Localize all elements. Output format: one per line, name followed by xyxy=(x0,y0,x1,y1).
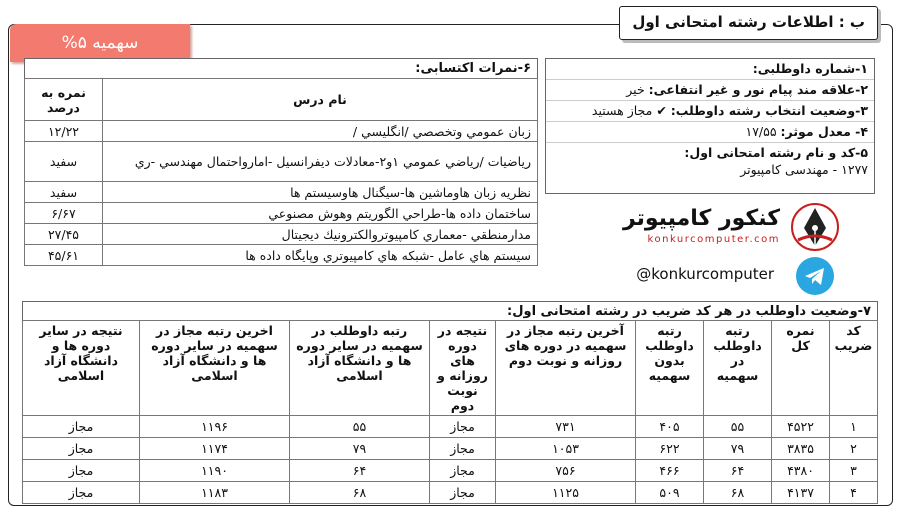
course-score: ۴۵/۶۱ xyxy=(25,245,103,266)
grades-row xyxy=(25,203,538,224)
cell: ۵۵ xyxy=(704,416,772,438)
info-row-selection-status xyxy=(546,101,874,122)
course-score: سفید xyxy=(25,182,103,203)
cell: مجاز xyxy=(430,438,496,460)
course-score: سفید xyxy=(25,142,103,182)
info-value: ۱۲۷۷ - مهندسی کامپیوتر xyxy=(740,162,868,177)
check-icon: ✔ xyxy=(656,103,667,118)
quota-share-badge: سهمیه ۵% xyxy=(10,24,190,62)
cell: ۶۴ xyxy=(704,460,772,482)
info-label: ۳-وضعیت انتخاب رشته داوطلب: xyxy=(670,103,868,118)
cell: ۶۸ xyxy=(704,482,772,504)
grades-row xyxy=(25,121,538,142)
cell: ۴۱۳۷ xyxy=(772,482,830,504)
info-label: ۵-کد و نام رشته امتحانی اول: xyxy=(684,145,868,160)
info-row-field xyxy=(546,143,874,180)
quota-title: ۷-وضعیت داوطلب در هر کد ضریب در رشته امتحانی اول: xyxy=(22,301,878,320)
col-header: اخرین رتبه مجاز در سهمیه در سایر دوره ها و دانشگاه آزاد اسلامی xyxy=(140,321,290,416)
info-label: ۴- معدل موثر: xyxy=(780,124,868,139)
col-header: رتبه داوطلب بدون سهمیه xyxy=(636,321,704,416)
cell: ۱ xyxy=(830,416,878,438)
info-value: ۱۷/۵۵ xyxy=(745,124,777,139)
col-header: رتبه داوطلب در سهمیه در سایر دوره ها و دانشگاه آزاد اسلامی xyxy=(290,321,430,416)
course-name: رياضيات /رياضي عمومي ۱و۲-معادلات ديفرانسيل -اماروا‌حتمال مهندسي -ري xyxy=(103,142,538,182)
cell: مجاز xyxy=(23,482,140,504)
cell: ۱۱۲۵ xyxy=(496,482,636,504)
col-header: نتیجه در سایر دوره ها و دانشگاه آزاد اسلامی xyxy=(23,321,140,416)
grades-panel xyxy=(24,58,538,283)
cell: ۱۱۹۰ xyxy=(140,460,290,482)
cell: ۵۵ xyxy=(290,416,430,438)
grades-row xyxy=(25,245,538,266)
cell: مجاز xyxy=(430,460,496,482)
cell: مجاز xyxy=(430,416,496,438)
brand-name: کنکور کامپیوتر xyxy=(622,206,780,231)
cell: مجاز xyxy=(430,482,496,504)
quota-table xyxy=(22,320,878,504)
col-header: رتبه داوطلب در سهمیه xyxy=(704,321,772,416)
grades-title: ۶-نمرات اکتسابی: xyxy=(24,58,538,78)
info-value: خیر xyxy=(626,82,645,97)
quota-row xyxy=(23,438,878,460)
score-header: نمره به درصد xyxy=(25,79,103,121)
quota-status-panel xyxy=(22,301,878,500)
info-value: مجاز هستید xyxy=(591,103,653,118)
info-label: ۱-شماره داوطلبی: xyxy=(752,61,868,76)
cell: مجاز xyxy=(23,460,140,482)
col-header: نمره کل xyxy=(772,321,830,416)
grades-row xyxy=(25,142,538,182)
cell: ۳۸۳۵ xyxy=(772,438,830,460)
course-score: ۱۲/۲۲ xyxy=(25,121,103,142)
course-name: زبان عمومي وتخصصي /انگليسي / xyxy=(103,121,538,142)
telegram-icon xyxy=(796,257,834,295)
cell: ۷۹ xyxy=(704,438,772,460)
course-name: سيستم هاي عامل -شبكه هاي كامپيوتري وپايگاه داده ها xyxy=(103,245,538,266)
cell: ۴ xyxy=(830,482,878,504)
grades-row xyxy=(25,224,538,245)
telegram-handle[interactable]: @konkurcomputer xyxy=(636,265,774,283)
cell: ۲ xyxy=(830,438,878,460)
course-name: مدارمنطقي -معماري كامپيوتروالكترونيك ديجيتال xyxy=(103,224,538,245)
section-title: ب : اطلاعات رشته امتحانی اول xyxy=(619,6,878,40)
course-score: ۶/۶۷ xyxy=(25,203,103,224)
grades-row xyxy=(25,182,538,203)
cell: ۶۲۲ xyxy=(636,438,704,460)
cell: ۴۳۸۰ xyxy=(772,460,830,482)
cell: مجاز xyxy=(23,416,140,438)
col-header: کد ضریب xyxy=(830,321,878,416)
cell: ۵۰۹ xyxy=(636,482,704,504)
cell: ۱۱۹۶ xyxy=(140,416,290,438)
col-header: نتیجه در دوره های روزانه و نوبت دوم xyxy=(430,321,496,416)
cell: ۷۹ xyxy=(290,438,430,460)
quota-header-row xyxy=(23,321,878,416)
cell: مجاز xyxy=(23,438,140,460)
course-score: ۲۷/۴۵ xyxy=(25,224,103,245)
brand-logo xyxy=(560,200,870,254)
info-row-gpa xyxy=(546,122,874,143)
grades-table xyxy=(24,78,538,266)
quota-row xyxy=(23,416,878,438)
course-name: نظريه زبان هاوماشين ها-سيگنال هاوسيستم ها xyxy=(103,182,538,203)
cell: ۶۴ xyxy=(290,460,430,482)
telegram-link[interactable] xyxy=(560,257,870,293)
quota-row xyxy=(23,460,878,482)
cell: ۷۳۱ xyxy=(496,416,636,438)
col-header: آخرین رتبه مجاز در سهمیه در دوره های روزانه و نوبت دوم xyxy=(496,321,636,416)
cell: ۴۶۶ xyxy=(636,460,704,482)
course-header: نام درس xyxy=(103,79,538,121)
quota-row xyxy=(23,482,878,504)
pen-nib-icon xyxy=(790,202,840,252)
brand-domain: konkurcomputer.com xyxy=(647,234,780,245)
cell: ۳ xyxy=(830,460,878,482)
cell: ۶۸ xyxy=(290,482,430,504)
info-label: ۲-علاقه مند پیام نور و غیر انتفاعی: xyxy=(648,82,868,97)
cell: ۱۱۸۳ xyxy=(140,482,290,504)
grades-header-row xyxy=(25,79,538,121)
applicant-info-panel xyxy=(545,58,875,194)
cell: ۱۰۵۳ xyxy=(496,438,636,460)
cell: ۷۵۶ xyxy=(496,460,636,482)
info-row-payam-noor xyxy=(546,80,874,101)
course-name: ساختمان داده ها-طراحي الگوريتم وهوش مصنوعي xyxy=(103,203,538,224)
cell: ۴۵۲۲ xyxy=(772,416,830,438)
cell: ۴۰۵ xyxy=(636,416,704,438)
cell: ۱۱۷۴ xyxy=(140,438,290,460)
info-row-applicant-number xyxy=(546,59,874,80)
